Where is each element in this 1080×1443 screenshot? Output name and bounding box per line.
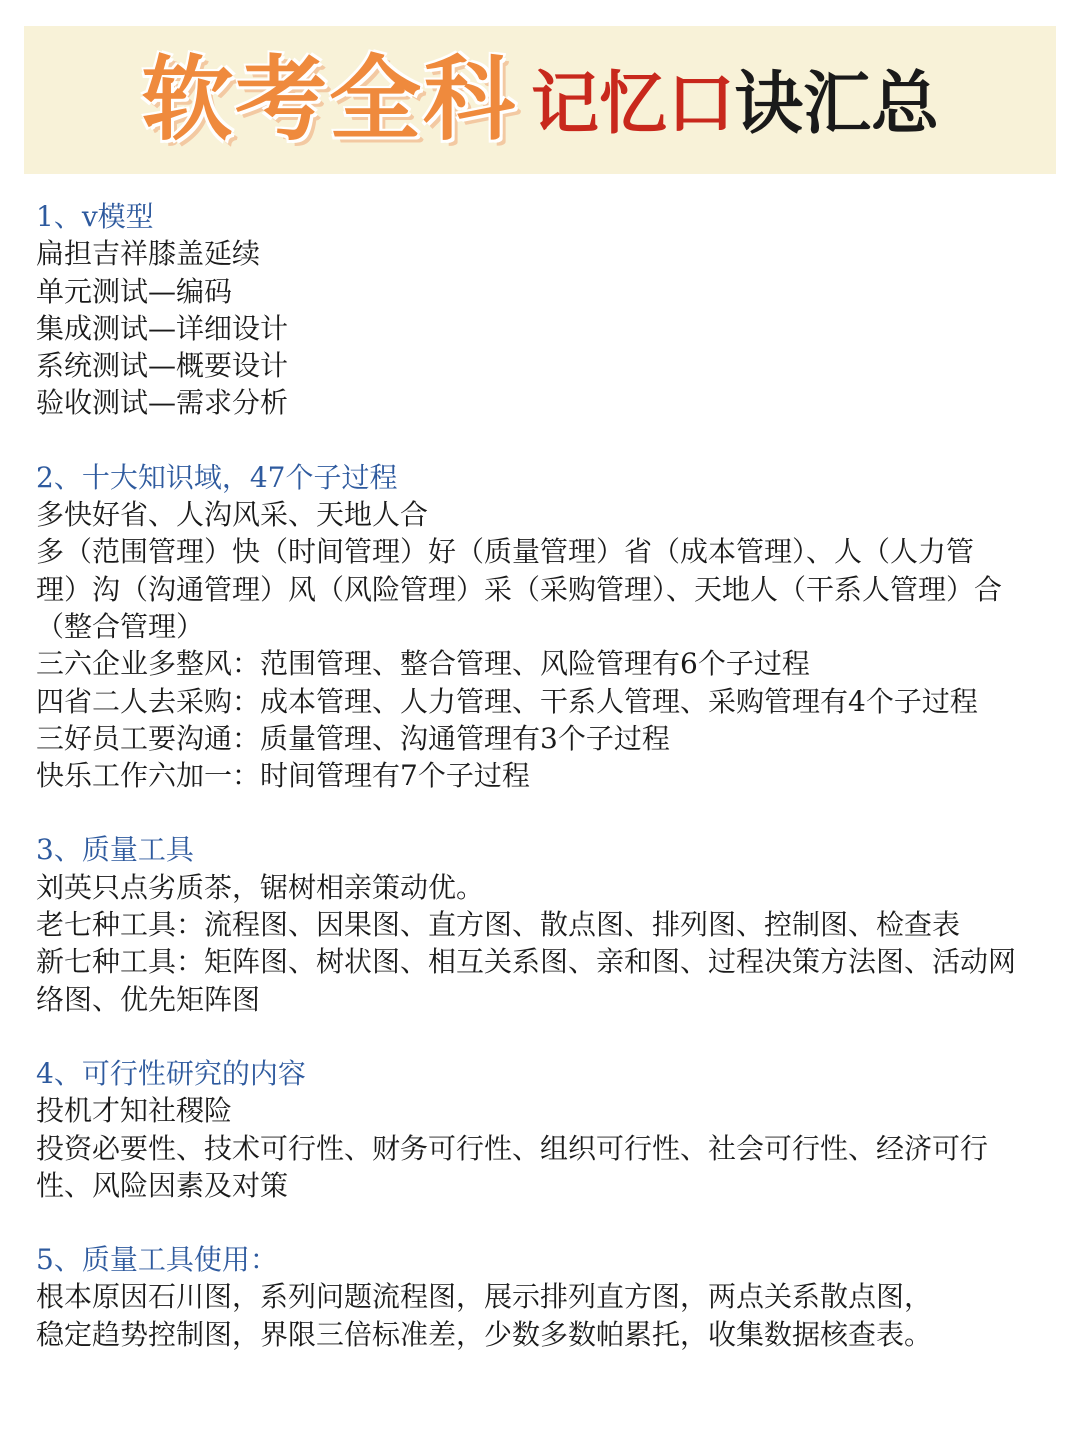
title-sub-accent: 记忆口 bbox=[530, 65, 735, 144]
title-sub bbox=[530, 65, 940, 144]
section-line: 性、风险因素及对策 bbox=[36, 1168, 289, 1202]
section-quality-tools-usage bbox=[36, 1241, 1046, 1353]
section-line: 老七种工具：流程图、因果图、直方图、散点图、排列图、控制图、检查表 bbox=[36, 908, 961, 942]
section-line: 验收测试—需求分析 bbox=[36, 386, 289, 420]
section-line: 投机才知社稷险 bbox=[36, 1094, 233, 1128]
section-feasibility bbox=[36, 1055, 1046, 1204]
content bbox=[36, 198, 1046, 1390]
section-line: 集成测试—详细设计 bbox=[36, 311, 289, 345]
title-sub-rest: 诀汇总 bbox=[735, 65, 940, 144]
section-title: 5、质量工具使用： bbox=[36, 1243, 278, 1277]
section-line: 四省二人去采购：成本管理、人力管理、干系人管理、采购管理有4个子过程 bbox=[36, 684, 978, 718]
section-v-model bbox=[36, 198, 1046, 422]
section-line: 三好员工要沟通：质量管理、沟通管理有3个子过程 bbox=[36, 721, 670, 755]
title-main: 软考全科 bbox=[140, 46, 517, 153]
section-title: 3、质量工具 bbox=[36, 833, 194, 867]
section-line: 络图、优先矩阵图 bbox=[36, 982, 261, 1016]
title-banner bbox=[24, 26, 1056, 174]
section-title: 1、v模型 bbox=[36, 200, 154, 233]
section-line: 投资必要性、技术可行性、财务可行性、组织可行性、社会可行性、经济可行 bbox=[36, 1131, 989, 1165]
section-line: 三六企业多整风：范围管理、整合管理、风险管理有6个子过程 bbox=[36, 647, 810, 681]
section-knowledge-areas bbox=[36, 459, 1046, 795]
section-line: 系统测试—概要设计 bbox=[36, 349, 289, 383]
section-line: 单元测试—编码 bbox=[36, 274, 233, 308]
section-title: 2、十大知识域，47个子过程 bbox=[36, 460, 398, 494]
section-quality-tools bbox=[36, 831, 1046, 1017]
section-line: 多快好省、人沟风采、天地人合 bbox=[36, 498, 429, 532]
section-line: （整合管理） bbox=[36, 609, 205, 643]
section-line: 根本原因石川图，系列问题流程图，展示排列直方图，两点关系散点图， bbox=[36, 1280, 933, 1314]
section-title: 4、可行性研究的内容 bbox=[36, 1056, 306, 1090]
section-line: 刘英只点劣质茶，锯树相亲策动优。 bbox=[36, 870, 485, 904]
section-line: 快乐工作六加一：时间管理有7个子过程 bbox=[36, 759, 530, 793]
section-line: 稳定趋势控制图，界限三倍标准差，少数多数帕累托，收集数据核查表。 bbox=[36, 1317, 933, 1351]
section-line: 扁担吉祥膝盖延续 bbox=[36, 237, 261, 271]
section-line: 多（范围管理）快（时间管理）好（质量管理）省（成本管理）、人（人力管 bbox=[36, 535, 975, 569]
section-line: 理）沟（沟通管理）风（风险管理）采（采购管理）、天地人（干系人管理）合 bbox=[36, 572, 1003, 606]
section-line: 新七种工具：矩阵图、树状图、相互关系图、亲和图、过程决策方法图、活动网 bbox=[36, 945, 1017, 979]
